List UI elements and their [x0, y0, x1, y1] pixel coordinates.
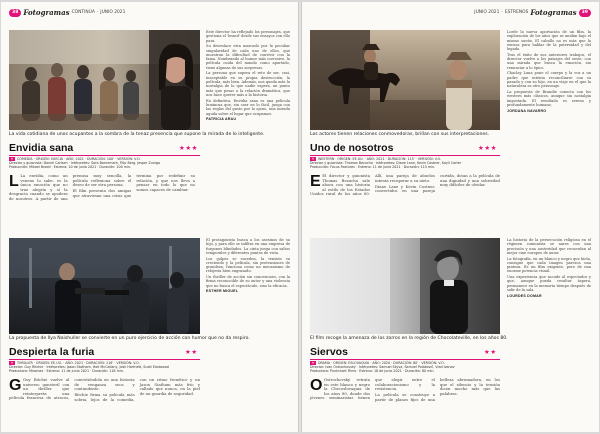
left-page-header [9, 8, 290, 17]
tech-sheet-row: Director: Guy Ritchie · Intérpretes: Jason Statham, Holt McCallany, Josh Hartnett, Scott Eastwood [9, 365, 169, 370]
rating-stars: ★★ [185, 348, 198, 356]
header-separator: · [501, 10, 503, 15]
review-body [9, 174, 195, 218]
review-title: Despierta la furia [9, 346, 95, 358]
article-column-top [206, 30, 290, 158]
rating-stars: ★★★ [179, 144, 198, 152]
divider-rule [310, 155, 500, 156]
review-photo-uno-de-nosotros [310, 30, 500, 130]
body-paragraph: Diane Lane y Kevin Costner, convertidos en una pareja curtida, dotan a la película de una dignidad y una sobriedad muy difíciles de olvidar. [375, 173, 500, 194]
tech-sheet-row: Productora: Punkchart Films · Estreno: 18 de junio 2021 · Duración: 80 min. [310, 369, 435, 374]
header-date: JUNIO 2021 [100, 10, 126, 15]
tech-sheet-row: Director y guionista: Thomas Bezucha · Intérpretes: Diane Lane, Kevin Costner, Kayli Carter [310, 161, 462, 166]
column-paragraph: Una experiencia que sacude al espectador y que, aunque pueda resultar áspera, permanece en la memoria tiempo después de salir de la sala. [507, 275, 591, 293]
tech-sheet-text: THRILLER · ORIGEN: EE.UU. · AÑO: 2021 · DURACIÓN: 118' · VERSIÓN: V.O. [16, 361, 140, 365]
brand-logo: Fotogramas [23, 8, 70, 17]
column-paragraph: Los golpes se suceden, la tensión va creciendo y la película, sin pretensiones de grandeza, funciona como un mecanismo de relojería bien engrasado. [206, 256, 290, 274]
photo-caption: Los actores tienen relaciones conmovedoras, brillan con sus interpretaciones. [310, 132, 490, 137]
review-photo-envidia [9, 30, 200, 130]
review-body [9, 378, 200, 426]
photo-caption: La propuesta de Ilya Naishuller se convierte en un puro ejercicio de acción con humor que no da respiro. [9, 336, 250, 341]
drop-cap: O [310, 376, 323, 394]
brand-logo: Fotogramas [530, 8, 577, 17]
column-paragraph: La historia de la persecución religiosa en el régimen comunista se narra con una precisión y una austeridad que recuerdan al mejor cine europeo de autor. [507, 238, 591, 255]
drop-cap: G [9, 376, 22, 394]
review-photo-siervos [310, 238, 500, 334]
drop-cap: E [310, 172, 321, 190]
page-number: 38 [9, 9, 21, 17]
body-text: El director y guionista Thomas Bezucha sale ahora con una historia al estilo de los Estados Unidos rural de los años 60. Allí, una pareja de abuelos intenta recuperar a su nieto. [310, 173, 435, 197]
column-paragraph: Un thriller de acción sin concesiones, con la firma reconocible de su autor y una violencia que no busca el espectáculo, sino la eficacia. [206, 275, 290, 288]
review-body [310, 174, 500, 222]
genre-tag: ✦ [311, 157, 315, 161]
column-paragraph: Su desenlace esta marcado por la peculiar singularidad de cada uno de ellos, que muestran la dificultad de convivir con la fama. Nombrando al humor más corrosivo, la película cuida del mundo como apartado, tiene algunas de sus sorpresas. [206, 44, 290, 70]
body-paragraph: El film presenta dos amigas que atraviesan una crisis que termina por redefinir su relación, y que nos lleva a pensar en todo lo que no somos capaces de cambiar. [72, 173, 195, 198]
tech-sheet-text: DRAMA · ORIGEN: ESLOVAQUIA · AÑO: 2020 · DURACIÓN: 80' · VERSIÓN: V.O. [317, 361, 445, 365]
review-title: Uno de nosotros [310, 142, 394, 154]
author-signature: ESTHER MIGUEL [206, 289, 239, 294]
column-paragraph: En definitiva, Envidia sana es una película luminosa que, sin caer en lo fácil, juega con las reglas del gusto por lo ajeno, una mirada aguda sobre el lugar que ocupamos. [206, 98, 290, 116]
body-text: La envidia, como un veneno lo sabe, es la única emoción que no trae alegría y sí la desgracia cuando se apodera de nosotros. A partir de una premisa muy sencilla, la película reflexiona sobre el deseo de ser otra persona. [9, 173, 132, 201]
review-body [310, 378, 500, 426]
divider-rule [310, 359, 500, 360]
author-signature: LOURDES DOMAR [507, 293, 542, 298]
header-section: ESTRENOS [504, 10, 529, 15]
divider-rule [9, 155, 200, 156]
genre-tag: ✦ [311, 361, 315, 365]
column-paragraph: Tras el éxito de sus anteriores trabajos, el director vuelve a los paisajes del oeste, con una mirada que busca la emoción, sin renunciar a lo épico. [507, 52, 591, 70]
tech-sheet-text: WESTERN · ORIGEN: EE.UU. · AÑO: 2021 · DURACIÓN: 115' · VERSIÓN: V.O. [317, 157, 442, 161]
photo-caption: La vida cotidiana de unos ocupantes a la sombra de la tenaz presencia que supone la mirada de lo inteligente. [9, 132, 265, 137]
drop-cap: L [9, 172, 19, 190]
genre-tag: ✦ [10, 157, 14, 161]
genre-tag: ✦ [10, 361, 14, 365]
header-separator: · [96, 10, 99, 15]
rating-stars: ★★ [484, 348, 497, 356]
tech-sheet [310, 157, 500, 170]
article-column-top [507, 30, 591, 222]
header-date: JUNIO 2021 [474, 10, 500, 15]
tech-sheet-row: Producción: Focus Features · Estreno: 11 de junio 2021 · Duración: 115 min. [310, 165, 436, 170]
body-paragraph: La película se construye a partir de planos fijos de una belleza abrumadora, en los que el silencio y la tensión dicen mucho más que las palabras. [375, 377, 500, 402]
article-column-bottom [507, 238, 591, 428]
tech-sheet-row: Director y guionista: Daniel Carlsen · Intérpretes: Sara Bornemark, Filip Berg, Jesper Zuniga [9, 161, 160, 166]
author-signature: JORDANA NAVARRO [507, 108, 547, 113]
body-text: Ostrochovský retrata en este blanco y negro la Checoslovaquia de los años 80, donde dos jóvenes seminaristas tienen que elegir entre el colaboracionismo y la resistencia. [310, 377, 435, 401]
column-paragraph: La propuesta de Brandie conecta con los western más clásicos, aunque sin nostalgia impostada. El resultado es sereno y profundamente humano. [507, 90, 591, 107]
right-page-header [310, 8, 591, 17]
column-paragraph: Este director ha reflejado los personajes, que gestiona el 'brand' desde sus ensayos con ello para. [206, 30, 290, 43]
tech-sheet-text: COMEDIA · ORIGEN: SUECIA · AÑO: 2021 · DURACIÓN: 100' · VERSIÓN: V.O. [16, 157, 141, 161]
tech-sheet-row: Productora: Miramax · Estreno: 11 de junio 2021 · Duración: 118 min. [9, 369, 124, 374]
photo-caption: El film recoge la amenaza de los zorros en la región de Chocolateville, en los años 80. [310, 336, 508, 341]
column-paragraph: La persona que supera el reto de ser, casi, inaceptable en su propia destrucción, la película, más bien. Además, nos queda más la nostalgia de lo que nadie espera, un punto más que pesar a la relación dramática, que nos hace querer más a la historia. [206, 71, 290, 97]
article-column-bottom [206, 238, 290, 428]
body-paragraph: Ritchie firma su película más sobria, lejos de la comedia, con un ritmo frenético y un Jason Statham más frío y callado que nunca, en la piel de un guardia de seguridad. [74, 377, 200, 402]
left-page [1, 2, 298, 432]
tech-sheet-row: Director: Ivan Ostrochovský · Intérpretes: Samuel Skyva, Samuel Polakovič, Vlad Ivanov [310, 365, 455, 370]
review-title: Envidia sana [9, 142, 74, 154]
header-section: CONTINÚA [71, 10, 95, 15]
rating-stars: ★★★ [478, 144, 497, 152]
review-photo-furia [9, 238, 200, 334]
divider-rule [9, 359, 200, 360]
tech-sheet [9, 361, 200, 374]
tech-sheet [310, 361, 500, 374]
column-paragraph: El protagonista busca a los asesinos de su hijo, y para ello se infiltra en una empresa de furgones blindados. La cinta juega con saltos temporales y diferentes puntos de vista. [206, 238, 290, 255]
column-paragraph: La fotografía, en un blanco y negro que hiela, consigue que cada imagen parezca una pintura. Es un film exigente, pero de una enorme potencia visual. [507, 256, 591, 274]
right-page [302, 2, 599, 432]
column-paragraph: Chaclay Luna pone el cuerpo y la voz a un padre que intenta reconciliarse con su pasado y con su hijo, en un viaje en el que la naturaleza es otro personaje. [507, 71, 591, 89]
column-paragraph: Lorde la nueva aportación de un film, la exploración de los años que se anidan bajo el mismo sueño. El caballo no es más que la excusa para hablar de la paternidad y del legado. [507, 30, 591, 52]
page-number: 39 [579, 9, 591, 17]
review-title: Siervos [310, 346, 348, 358]
body-text: Guy Ritchie vuelve al universo gansteril con un thriller que reinterpreta una película francesa de atracos, convirtiéndola en una historia de venganza seca y contundente. [9, 377, 135, 401]
tech-sheet [9, 157, 200, 170]
author-signature: PATRICIA ARAU [206, 117, 237, 122]
tech-sheet-row: Producción: Mikael Brodd · Estreno: 10 de junio 2021 · Duración: 100 min. [9, 165, 132, 170]
